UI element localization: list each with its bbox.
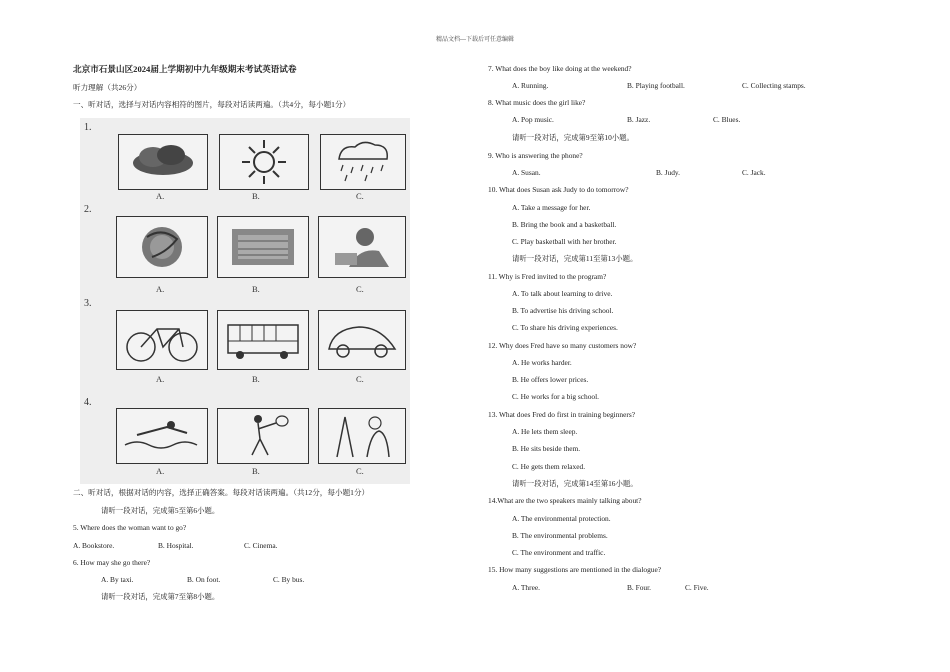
- girl-reading-icon: [318, 216, 406, 278]
- instruction-11-13: 请听一段对话，完成第11至第13小题。: [512, 254, 638, 263]
- q5-option-a[interactable]: A. Bookstore.: [73, 541, 115, 550]
- q6-option-c[interactable]: C. By bus.: [273, 575, 305, 584]
- bus-icon: [217, 310, 309, 370]
- option-label: B.: [252, 466, 260, 476]
- q11-option-b[interactable]: B. To advertise his driving school.: [512, 306, 614, 315]
- page-header: 精品文档---下载后可任意编辑: [436, 37, 514, 43]
- tangled-object-icon: [116, 216, 208, 278]
- option-label: B.: [252, 191, 260, 201]
- q6-option-a[interactable]: A. By taxi.: [101, 575, 134, 584]
- option-label: C.: [356, 284, 364, 294]
- picture-row-number: 3.: [84, 298, 92, 309]
- q7-option-a[interactable]: A. Running.: [512, 81, 549, 90]
- bicycle-icon: [116, 310, 208, 370]
- question-6: 6. How may she go there?: [73, 558, 151, 567]
- q13-option-c[interactable]: C. He gets them relaxed.: [512, 462, 586, 471]
- q12-option-a[interactable]: A. He works harder.: [512, 358, 572, 367]
- q5-option-c[interactable]: C. Cinema.: [244, 541, 278, 550]
- question-5: 5. Where does the woman want to go?: [73, 523, 187, 532]
- option-label: B.: [252, 284, 260, 294]
- question-10: 10. What does Susan ask Judy to do tomorrow?: [488, 185, 629, 194]
- picture-section: [80, 118, 410, 484]
- q12-option-b[interactable]: B. He offers lower prices.: [512, 375, 589, 384]
- patterned-cloth-icon: [217, 216, 309, 278]
- exam-title: 北京市石景山区2024届上学期初中九年级期末考试英语试卷: [73, 64, 297, 74]
- option-label: A.: [156, 284, 165, 294]
- option-label: A.: [156, 374, 165, 384]
- listening-heading: 听力理解（共26分）: [73, 83, 142, 92]
- q9-option-b[interactable]: B. Judy.: [656, 168, 680, 177]
- q14-option-c[interactable]: C. The environment and traffic.: [512, 548, 606, 557]
- picture-row-number: 1.: [84, 122, 92, 133]
- q10-option-a[interactable]: A. Take a message for her.: [512, 203, 591, 212]
- q6-option-b[interactable]: B. On foot.: [187, 575, 221, 584]
- q10-option-c[interactable]: C. Play basketball with her brother.: [512, 237, 617, 246]
- q10-option-b[interactable]: B. Bring the book and a basketball.: [512, 220, 617, 229]
- q15-option-b[interactable]: B. Four.: [627, 583, 652, 592]
- q7-option-c[interactable]: C. Collecting stamps.: [742, 81, 806, 90]
- part1-instruction: 一、听对话，选择与对话内容相符的图片，每段对话读两遍。（共4分，每小题1分）: [73, 100, 351, 109]
- question-11: 11. Why is Fred invited to the program?: [488, 272, 607, 281]
- painter-icon: [318, 408, 406, 464]
- option-label: A.: [156, 191, 165, 201]
- q8-option-b[interactable]: B. Jazz.: [627, 115, 651, 124]
- q12-option-c[interactable]: C. He works for a big school.: [512, 392, 600, 401]
- rainy-weather-icon: [320, 134, 406, 190]
- instruction-5-6: 请听一段对话，完成第5至第6小题。: [101, 506, 220, 515]
- question-9: 9. Who is answering the phone?: [488, 151, 583, 160]
- q7-option-b[interactable]: B. Playing football.: [627, 81, 685, 90]
- option-label: C.: [356, 466, 364, 476]
- picture-row-number: 4.: [84, 397, 92, 408]
- q5-option-b[interactable]: B. Hospital.: [158, 541, 194, 550]
- instruction-7-8: 请听一段对话，完成第7至第8小题。: [101, 592, 220, 601]
- q8-option-a[interactable]: A. Pop music.: [512, 115, 554, 124]
- cloudy-weather-icon: [118, 134, 208, 190]
- q13-option-b[interactable]: B. He sits beside them.: [512, 444, 581, 453]
- question-13: 13. What does Fred do first in training beginners?: [488, 410, 636, 419]
- q14-option-b[interactable]: B. The environmental problems.: [512, 531, 608, 540]
- part2-instruction: 二、听对话，根据对话的内容，选择正确答案。每段对话读两遍。（共12分，每小题1分）: [73, 488, 370, 497]
- q9-option-c[interactable]: C. Jack.: [742, 168, 766, 177]
- option-label: B.: [252, 374, 260, 384]
- picture-row-number: 2.: [84, 204, 92, 215]
- option-label: C.: [356, 191, 364, 201]
- tennis-player-icon: [217, 408, 309, 464]
- q11-option-c[interactable]: C. To share his driving experiences.: [512, 323, 618, 332]
- q15-option-c[interactable]: C. Five.: [685, 583, 709, 592]
- question-7: 7. What does the boy like doing at the weekend?: [488, 64, 632, 73]
- q8-option-c[interactable]: C. Blues.: [713, 115, 741, 124]
- instruction-9-10: 请听一段对话，完成第9至第10小题。: [512, 133, 634, 142]
- q9-option-a[interactable]: A. Susan.: [512, 168, 541, 177]
- question-15: 15. How many suggestions are mentioned in the dialogue?: [488, 565, 662, 574]
- instruction-14-16: 请听一段对话，完成第14至第16小题。: [512, 479, 638, 488]
- q11-option-a[interactable]: A. To talk about learning to drive.: [512, 289, 613, 298]
- sunny-weather-icon: [219, 134, 309, 190]
- question-12: 12. Why does Fred have so many customers now?: [488, 341, 637, 350]
- option-label: C.: [356, 374, 364, 384]
- q15-option-a[interactable]: A. Three.: [512, 583, 540, 592]
- q13-option-a[interactable]: A. He lets them sleep.: [512, 427, 578, 436]
- question-14: 14.What are the two speakers mainly talking about?: [488, 496, 642, 505]
- swimmer-icon: [116, 408, 208, 464]
- car-icon: [318, 310, 406, 370]
- q14-option-a[interactable]: A. The environmental protection.: [512, 514, 611, 523]
- question-8: 8. What music does the girl like?: [488, 98, 586, 107]
- option-label: A.: [156, 466, 165, 476]
